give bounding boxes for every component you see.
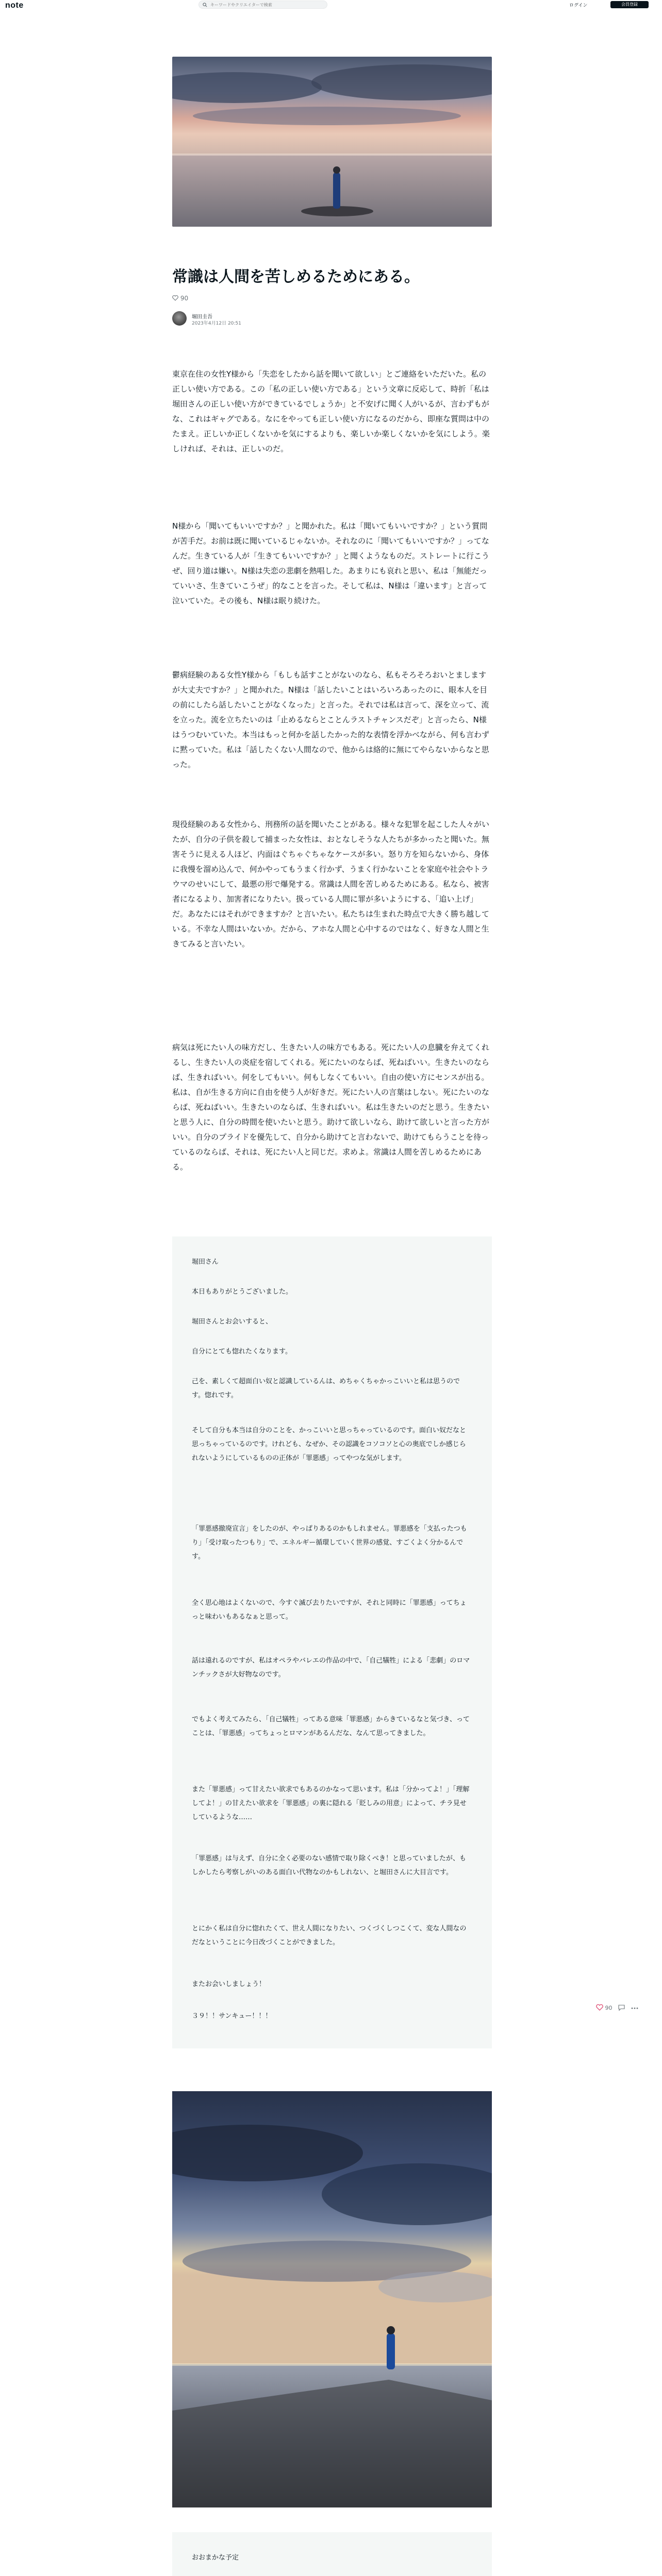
- more-icon[interactable]: [631, 2007, 638, 2009]
- search-icon: [203, 3, 207, 7]
- quote-paragraph: 「罪悪感撤廃宣言」をしたのが、やっぱりあるのかもしれません。罪悪感を「支払ったつもり」「受け取ったつもり」で、エネルギー循環していく世界の感覚、すごくよく分かるんです。: [192, 1525, 467, 1561]
- event-info-block: [172, 2532, 492, 2576]
- article-image: [172, 2091, 492, 2507]
- quote-paragraph: でもよく考えてみたら、「自己犠牲」ってある意味「罪悪感」からきているなと気づき、ってことは、「罪悪感」ってちょっとロマンがあるんだな、なんて思ってきました。: [192, 1716, 470, 1737]
- hero-image: [172, 57, 492, 227]
- quote-paragraph: 話は遠れるのですが、私はオペラやバレエの作品の中で、「自己犠牲」による「悲劇」のロマンチックさが大好物なのです。: [192, 1657, 470, 1679]
- quote-paragraph: また「罪悪感」って甘えたい欲求でもあるのかなって思います。私は「分かってよ！」「理解してよ！」の甘えたい欲求を「罪悪感」の裏に隠れる「貶しみの用意」によって、チラ見せしているような……: [192, 1786, 470, 1821]
- quote-paragraph: またお会いしましょう！: [192, 1980, 266, 1988]
- search-box[interactable]: [198, 1, 327, 9]
- post-date: 2023年4月12日 20:51: [192, 321, 241, 326]
- quote-block: [172, 1236, 492, 2048]
- login-link[interactable]: ログイン: [569, 3, 588, 8]
- top-navbar: [0, 0, 662, 11]
- body-paragraph: 東京在住の女性Y様から「失恋をしたから話を聞いて欲しい」とご連絡をいただいた。私の正しい使い方である。この「私の正しい使い方である」という文章に反応して、時折「私は堀田さんの正しい使い方ができているでしょうか」と不安げに聞く人がいるが、言わずもがな、これはギャグである。なにをやっても正しい使い方になるのだから、即座な質問は中のたまえ。正しいか正しくないかを気にするよりも、楽しいか楽しくないかを気にしよう。楽しければ、それは、正しいのだ。: [172, 369, 490, 453]
- comment-icon[interactable]: [618, 2005, 625, 2011]
- event-heading: おおまかな予定: [192, 2554, 239, 2562]
- quote-paragraph: 自分にとても惚れたくなります。: [192, 1348, 292, 1355]
- article-title: 常識は人間を苦しめるためにある。: [172, 268, 420, 286]
- body-paragraph: 鬱病経験のある女性Y様から「もしも話すことがないのなら、私もそろそろおいとましますが大丈夫ですか？」と聞かれた。N様は「話したいことはいろいろあったのに、眼本人を目の前にしたら話したいことがなくなった」と言った。それでは私は言って、深を立って、流を立った。流を立ちたいのは「止めるならとことんラストチャンスだぞ」と言ったら、N様はうつむいていた。本当はもっと何かを話したかった的な表情を浮かべながら、何も言わずに黙っていた。私は「話したくない人間なので、他からは絡的に無にてやらないからなと思った。: [172, 670, 490, 769]
- quote-paragraph: 全く思心地はよくないので、今すぐ滅び去りたいですが、それと同時に「罪悪感」ってちょっと味わいもあるなぁと思って。: [192, 1599, 467, 1621]
- note-logo[interactable]: note: [5, 1, 24, 10]
- author-name[interactable]: 堀田圭吾: [192, 314, 212, 320]
- quote-paragraph: ３９！！サンキュー！！！: [192, 2012, 272, 2020]
- signup-button[interactable]: 会員登録: [610, 1, 649, 8]
- floating-actions: [596, 2004, 638, 2011]
- heart-icon[interactable]: [596, 2004, 603, 2011]
- quote-paragraph: 己を、素しくて超面白い奴と認識しているんは、めちゃくちゃかっこいいと私は思うのです。惚れです。: [192, 1378, 460, 1399]
- avatar[interactable]: [172, 311, 187, 326]
- like-count: 90: [605, 2005, 613, 2011]
- search-input[interactable]: [209, 1, 323, 8]
- body-paragraph: N様から「聞いてもいいですか？」と聞かれた。私は「聞いてもいいですか？」という質問が苦手だ。お前は既に聞いているじゃないか。それなのに「聞いてもいいですか？」ってなんだ。生きている人が「生きてもいいですか？」と聞くようなものだ。ストレートに行こうぜ、回り道は嫌い。N様は失恋の悲劇を熱唱した。あまりにも哀れと思い、私は「無能だっていいさ、生きていこうぜ」的なことを言った。そして私は、N様は「違います」と言って泣いていた。その後も、N様は眠り続けた。: [172, 521, 490, 605]
- like-count: 90: [180, 295, 189, 302]
- body-paragraph: 病気は死にたい人の味方だし、生きたい人の味方でもある。死にたい人の息臓を弁えてくれるし、生きたい人の炎症を宿してくれる。死にたいのならば、死ねばいい。生きたいのならば、生きればいい。何をしてもいい。何もしなくてもいい。自由の使い方にセンスが出る。私は、自が生きる方向に自由を使う人が好きだ。死にたい人の言葉はしない。死にたいのならば、死ねばいい。生きたいのならば、生きればいい。私は生きたいのだと思う。生きたいと思う人に、自分の時間を使いたいと思う。助けて欲しいなら、助けて欲しいと言った方がいい。自分のプライドを優先して、自分から助けてと言わないで、助けてもらうことを待っているのならば、それは、死にたい人と同じだ。求めよ。常識は人間を苦しめるためにある。: [172, 1043, 490, 1172]
- like-count-top[interactable]: [172, 295, 188, 302]
- quote-paragraph: 「罪悪感」は与えず、自分に全く必要のない感情で取り除くべき！と思っていましたが、もしかしたら考察しがいのある面白い代物なのかもしれない、と堀田さんに大目言です。: [192, 1855, 466, 1876]
- quote-paragraph: 堀田さん: [192, 1258, 219, 1266]
- quote-paragraph: 堀田さんとお会いすると、: [192, 1318, 273, 1326]
- body-paragraph: 現役経験のある女性から、刑務所の話を聞いたことがある。様々な犯罪を起こした人々がいたが、自分の子供を殺して捕まった女性は、おとなしそうな人たちが多かったと聞いた。無害そうに見える人ほど、内面はぐちゃぐちゃなケースが多い。怒り方を知らないから、身体に我慢を溜め込んで、何かやってもうまく行かず、うまく行かないことを家庭や社会やトラウマのせいにして、最悪の形で爆発する。常識は人間を苦しめるためにある。私なら、被害者になるより、加害者になりたい。扱っている人間に罪が多いようにする、「追い上げ」だ。あなたにはそれができますか？と言いたい。私たちは生まれた時点で大きく勝ち越している。不幸な人間はいないか。だから、アホな人間と心中するのではなく、好きな人間と生きてみると言いたい。: [172, 820, 490, 948]
- quote-paragraph: とにかく私は自分に惚れたくて、世え人間になりたい、つくづくしつこくて、変な人間なのだなということに今日改づくことができました。: [192, 1925, 467, 1946]
- quote-paragraph: そして自分も本当は自分のことを、かっこいいと思っちゃっているのです。面白い奴だなと思っちゃっているのです。けれども、なぜか、その認識をコソコソと心の奥底でしか感じられないようにしているものの正体が「罪悪感」ってやつな気がします。: [192, 1427, 466, 1462]
- quote-paragraph: 本日もありがとうございました。: [192, 1288, 293, 1296]
- heart-icon: [172, 295, 178, 301]
